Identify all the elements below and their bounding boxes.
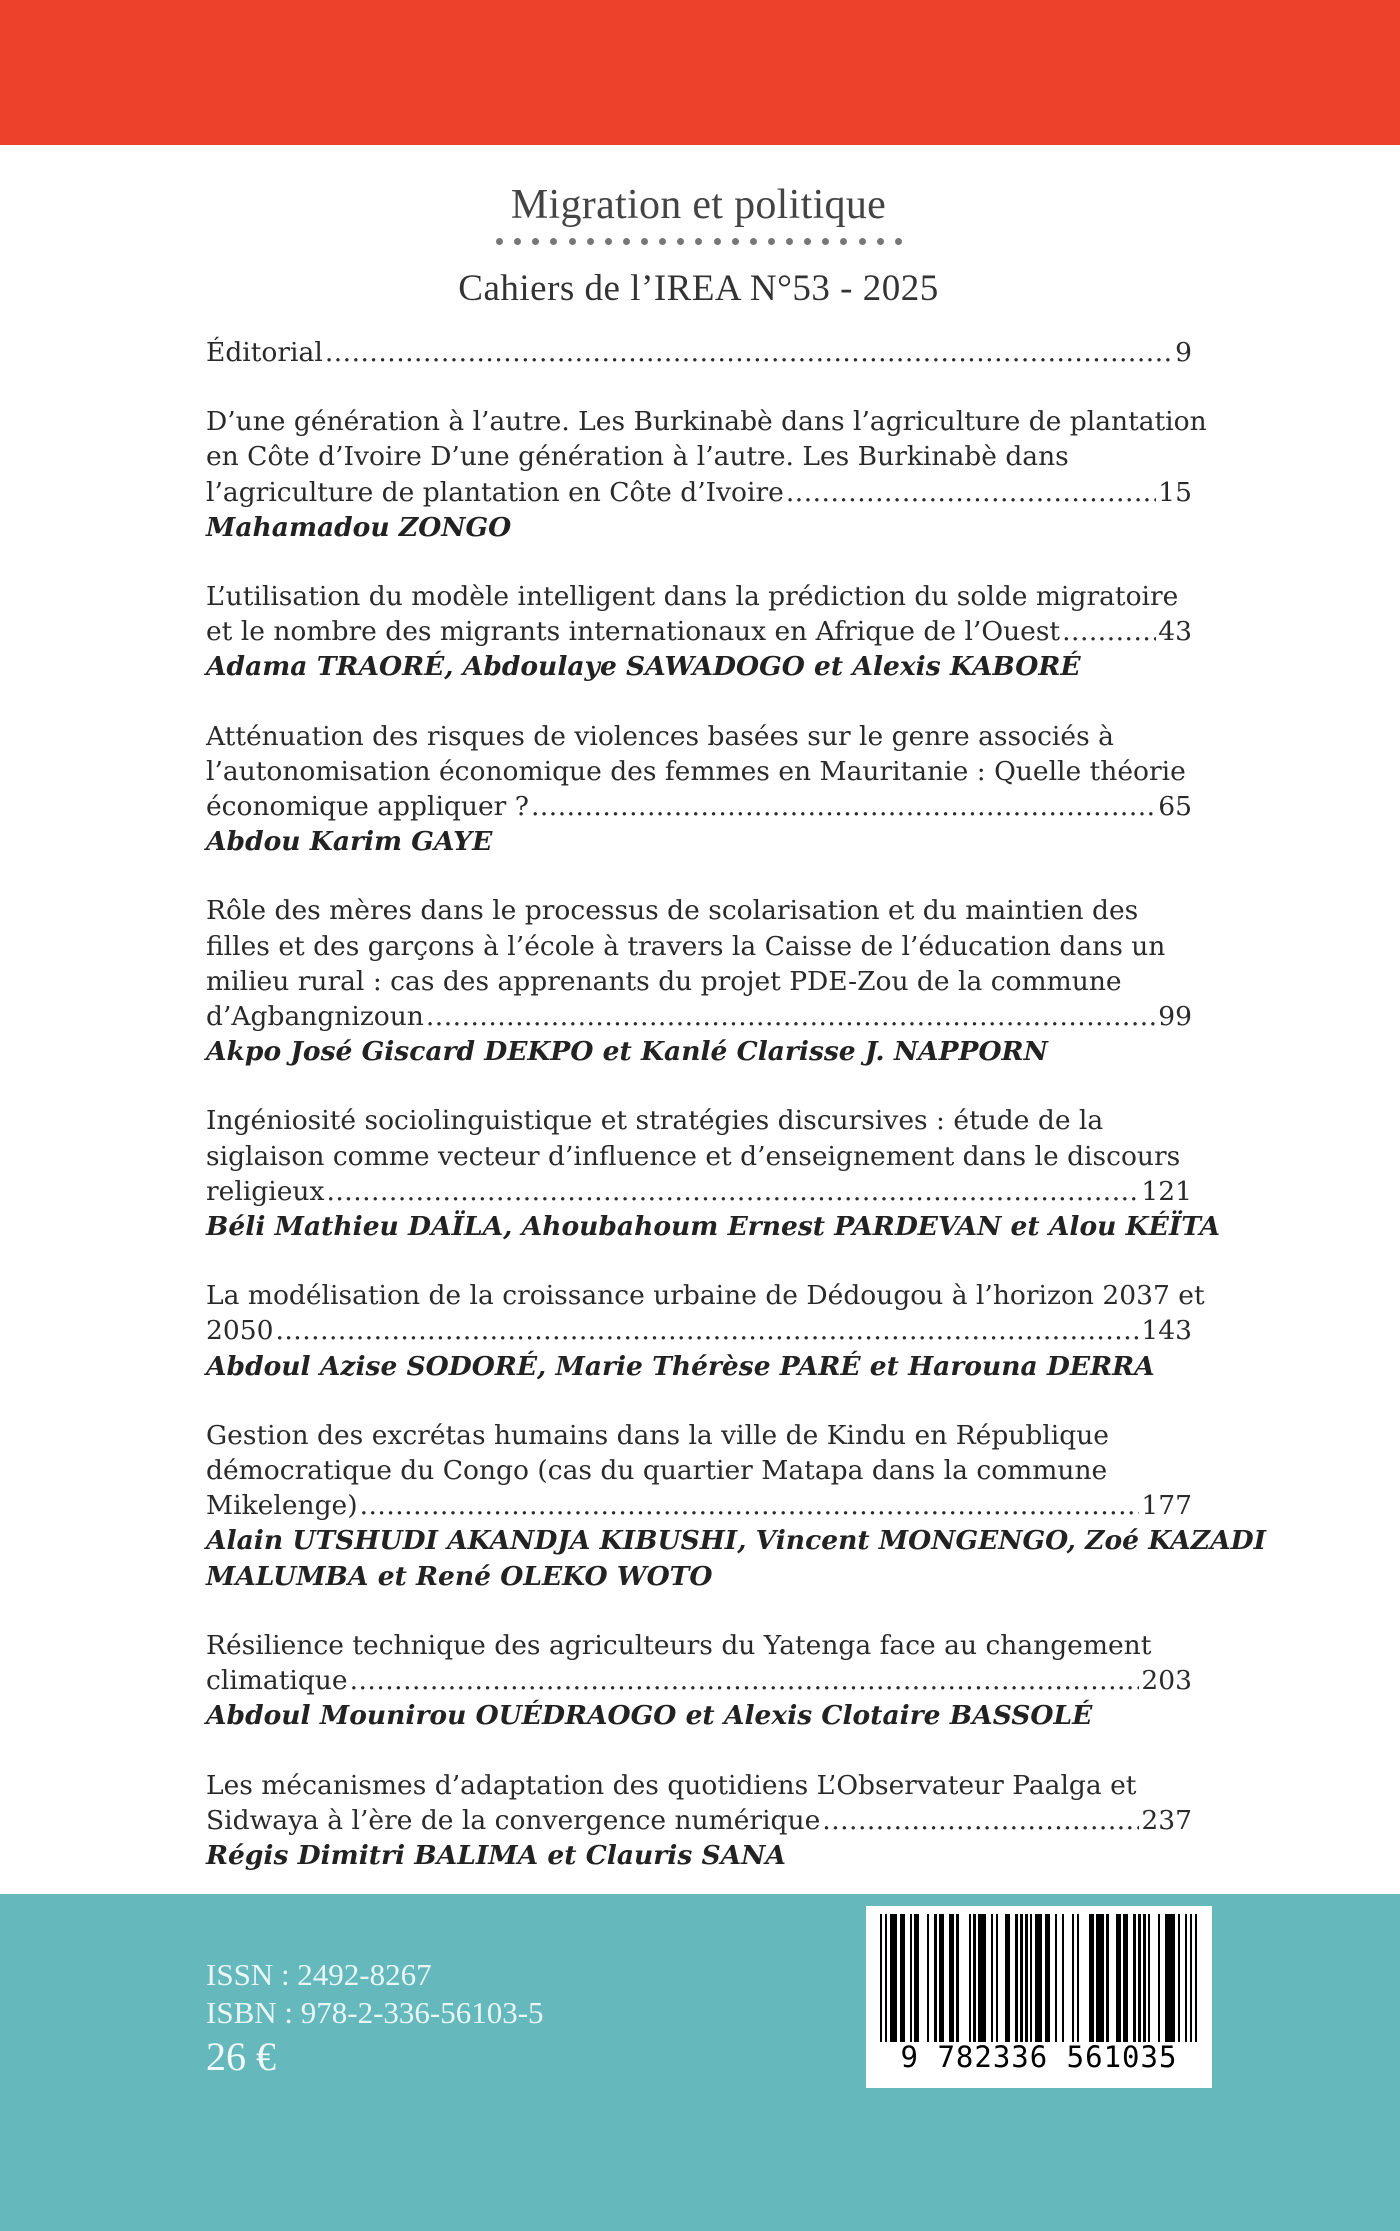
toc-entry-authors: Mahamadou ZONGO xyxy=(206,511,512,543)
barcode-bar xyxy=(1150,1914,1157,2042)
toc-entry-title-text: économique appliquer ? xyxy=(206,791,529,823)
divider-dot xyxy=(786,238,793,245)
toc-entry-title-text: Éditorial xyxy=(206,337,323,368)
toc-entry-title-text: d’Agbangnizoun xyxy=(206,1001,424,1033)
toc-entry-last-line xyxy=(206,1663,1192,1698)
barcode-bar xyxy=(1096,1914,1103,2042)
barcode-bar xyxy=(890,1914,897,2042)
toc-entry xyxy=(206,1768,1192,1874)
toc-entry-last-line xyxy=(206,475,1192,510)
toc-entry-title-line: La modélisation de la croissance urbaine de Dédougou à l’horizon 2037 et xyxy=(206,1280,1205,1312)
dot-leader xyxy=(326,1174,1139,1209)
toc-entry-title-text: et le nombre des migrants internationaux en Afrique de l’Ouest xyxy=(206,616,1061,648)
back-cover-content xyxy=(206,145,1267,1895)
toc-entry-authors: Alain UTSHUDI AKANDJA KIBUSHI, Vincent MONGENGO, Zoé KAZADI xyxy=(206,1525,1267,1557)
toc-page-number: 177 xyxy=(1141,1490,1192,1522)
divider-dot xyxy=(496,238,503,245)
toc-entry-title-line: D’une génération à l’autre. Les Burkinabè dans l’agriculture de plantation xyxy=(206,406,1207,438)
toc-entry-title-line: filles et des garçons à l’école à travers la Caisse de l’éducation dans un xyxy=(206,930,1166,962)
price-text: 26 € xyxy=(206,2034,276,2079)
toc-page-number: 99 xyxy=(1158,1001,1192,1033)
divider-dot xyxy=(750,238,757,245)
publication-codes xyxy=(206,1956,544,2079)
divider-dot xyxy=(641,238,648,245)
toc-page-number: 121 xyxy=(1141,1175,1192,1207)
toc-entry-authors: Régis Dimitri BALIMA et Clauris SANA xyxy=(206,1839,786,1871)
toc-entry-title-text: religieux xyxy=(206,1175,325,1207)
toc-entry-title-line: en Côte d’Ivoire D’une génération à l’autre. Les Burkinabè dans xyxy=(206,441,1069,473)
cover-subtitle: Cahiers de l’IREA N°53 - 2025 xyxy=(458,268,939,309)
toc-entry-last-line xyxy=(206,1488,1192,1523)
divider-dot xyxy=(895,238,902,245)
toc-entry xyxy=(206,719,1192,860)
toc-entry-title-line: Gestion des excrétas humains dans la ville de Kindu en République xyxy=(206,1419,1109,1451)
dot-leader xyxy=(531,789,1156,824)
isbn-text: ISBN : 978-2-336-56103-5 xyxy=(206,1995,544,2030)
toc-entry xyxy=(206,1628,1192,1734)
toc-entry-title-text: l’agriculture de plantation en Côte d’Ivoire xyxy=(206,476,784,508)
barcode-bar xyxy=(1195,1914,1197,2042)
toc-page-number: 15 xyxy=(1158,476,1192,508)
dot-leader xyxy=(360,1488,1140,1523)
toc-page-number: 43 xyxy=(1158,616,1192,648)
table-of-contents xyxy=(206,335,1267,1873)
toc-entry-title-line: Résilience technique des agriculteurs du Yatenga face au changement xyxy=(206,1629,1152,1661)
divider-dot xyxy=(732,238,739,245)
toc-entry-title-text: 2050 xyxy=(206,1315,274,1347)
divider-dot xyxy=(822,238,829,245)
toc-entry-title-line: Ingéniosité sociolinguistique et stratégies discursives : étude de la xyxy=(206,1105,1104,1137)
toc-entry-last-line xyxy=(206,999,1192,1034)
barcode-bar xyxy=(1165,1914,1175,2042)
divider-dot xyxy=(859,238,866,245)
toc-entry-title-text: climatique xyxy=(206,1665,348,1697)
barcode-bar xyxy=(978,1914,985,2042)
toc-entry-last-line xyxy=(206,614,1192,649)
divider-dot xyxy=(840,238,847,245)
dot-leader xyxy=(275,1313,1139,1348)
dot-leader xyxy=(822,1803,1139,1838)
barcode-number: 9 782336 561035 xyxy=(900,2040,1178,2074)
toc-entry-title-text: Mikelenge) xyxy=(206,1490,358,1522)
toc-entry-authors: Abdoul Mounirou OUÉDRAOGO et Alexis Clotaire BASSOLÉ xyxy=(206,1700,1093,1732)
toc-entry-last-line xyxy=(206,335,1192,370)
toc-entry-title-line: l’autonomisation économique des femmes en Mauritanie : Quelle théorie xyxy=(206,755,1186,787)
toc-entry-title-line: Les mécanismes d’adaptation des quotidiens L’Observateur Paalga et xyxy=(206,1769,1137,1801)
toc-page-number: 9 xyxy=(1175,337,1192,368)
issn-text: ISSN : 2492-8267 xyxy=(206,1957,432,1992)
divider-dot xyxy=(695,238,702,245)
toc-entry-title-line: L’utilisation du modèle intelligent dans la prédiction du solde migratoire xyxy=(206,581,1179,613)
toc-entry-authors: Abdoul Azise SODORÉ, Marie Thérèse PARÉ et Harouna DERRA xyxy=(206,1350,1155,1382)
divider-dot xyxy=(587,238,594,245)
toc-entry-last-line xyxy=(206,1803,1192,1838)
dot-leader xyxy=(350,1663,1140,1698)
barcode xyxy=(866,1906,1212,2088)
divider-dot xyxy=(877,238,884,245)
dot-leader xyxy=(1062,614,1156,649)
toc-entry xyxy=(206,404,1207,545)
barcode-bar xyxy=(1079,1914,1089,2042)
bottom-color-band xyxy=(0,1894,1400,2231)
toc-entry-last-line xyxy=(206,1174,1192,1209)
divider-dot xyxy=(804,238,811,245)
toc-entry xyxy=(206,893,1192,1069)
divider-dot xyxy=(677,238,684,245)
toc-page-number: 237 xyxy=(1141,1804,1192,1836)
barcode-bar xyxy=(998,1914,1005,2042)
dot-leader xyxy=(325,335,1173,370)
divider-dot xyxy=(659,238,666,245)
toc-entry-title-line: Atténuation des risques de violences basées sur le genre associés à xyxy=(206,720,1114,752)
toc-entry-last-line xyxy=(206,1313,1192,1348)
barcode-bars xyxy=(880,1914,1198,2042)
divider-dot xyxy=(768,238,775,245)
top-color-band xyxy=(0,0,1400,145)
toc-entry-title-line: siglaison comme vecteur d’influence et d’enseignement dans le discours xyxy=(206,1140,1181,1172)
toc-entry-authors: Béli Mathieu DAÏLA, Ahoubahoum Ernest PARDEVAN et Alou KÉÏTA xyxy=(206,1211,1221,1243)
toc-entry xyxy=(206,1103,1221,1244)
divider-dot xyxy=(514,238,521,245)
divider-dot xyxy=(532,238,539,245)
toc-entry-authors: MALUMBA et René OLEKO WOTO xyxy=(206,1560,713,1592)
barcode-bar xyxy=(1109,1914,1116,2042)
title-dotted-divider xyxy=(496,238,902,252)
toc-entry xyxy=(206,1418,1267,1594)
barcode-bar xyxy=(919,1914,926,2042)
toc-entry xyxy=(206,579,1192,685)
divider-dot xyxy=(569,238,576,245)
divider-dot xyxy=(605,238,612,245)
toc-entry-title-line: Rôle des mères dans le processus de scolarisation et du maintien des xyxy=(206,895,1139,927)
divider-dot xyxy=(623,238,630,245)
toc-entry-authors: Adama TRAORÉ, Abdoulaye SAWADOGO et Alexis KABORÉ xyxy=(206,651,1081,683)
toc-page-number: 143 xyxy=(1141,1315,1192,1347)
toc-entry xyxy=(206,1278,1205,1384)
barcode-bar xyxy=(1035,1914,1042,2042)
divider-dot xyxy=(714,238,721,245)
toc-entry-authors: Akpo José Giscard DEKPO et Kanlé Clarisse J. NAPPORN xyxy=(206,1036,1048,1068)
divider-dot xyxy=(550,238,557,245)
cover-title: Migration et politique xyxy=(510,182,887,228)
toc-entry-title-text: Sidwaya à l’ère de la convergence numérique xyxy=(206,1804,821,1836)
toc-entry xyxy=(206,335,1192,370)
toc-page-number: 65 xyxy=(1158,791,1192,823)
toc-entry-last-line xyxy=(206,789,1192,824)
toc-entry-title-line: démocratique du Congo (cas du quartier Matapa dans la commune xyxy=(206,1455,1108,1487)
toc-page-number: 203 xyxy=(1141,1665,1192,1697)
barcode-bar xyxy=(959,1914,969,2042)
dot-leader xyxy=(426,999,1156,1034)
barcode-bar xyxy=(1064,1914,1071,2042)
toc-entry-title-line: milieu rural : cas des apprenants du projet PDE-Zou de la commune xyxy=(206,965,1122,997)
toc-entry-authors: Abdou Karim GAYE xyxy=(206,826,493,858)
dot-leader xyxy=(786,475,1156,510)
